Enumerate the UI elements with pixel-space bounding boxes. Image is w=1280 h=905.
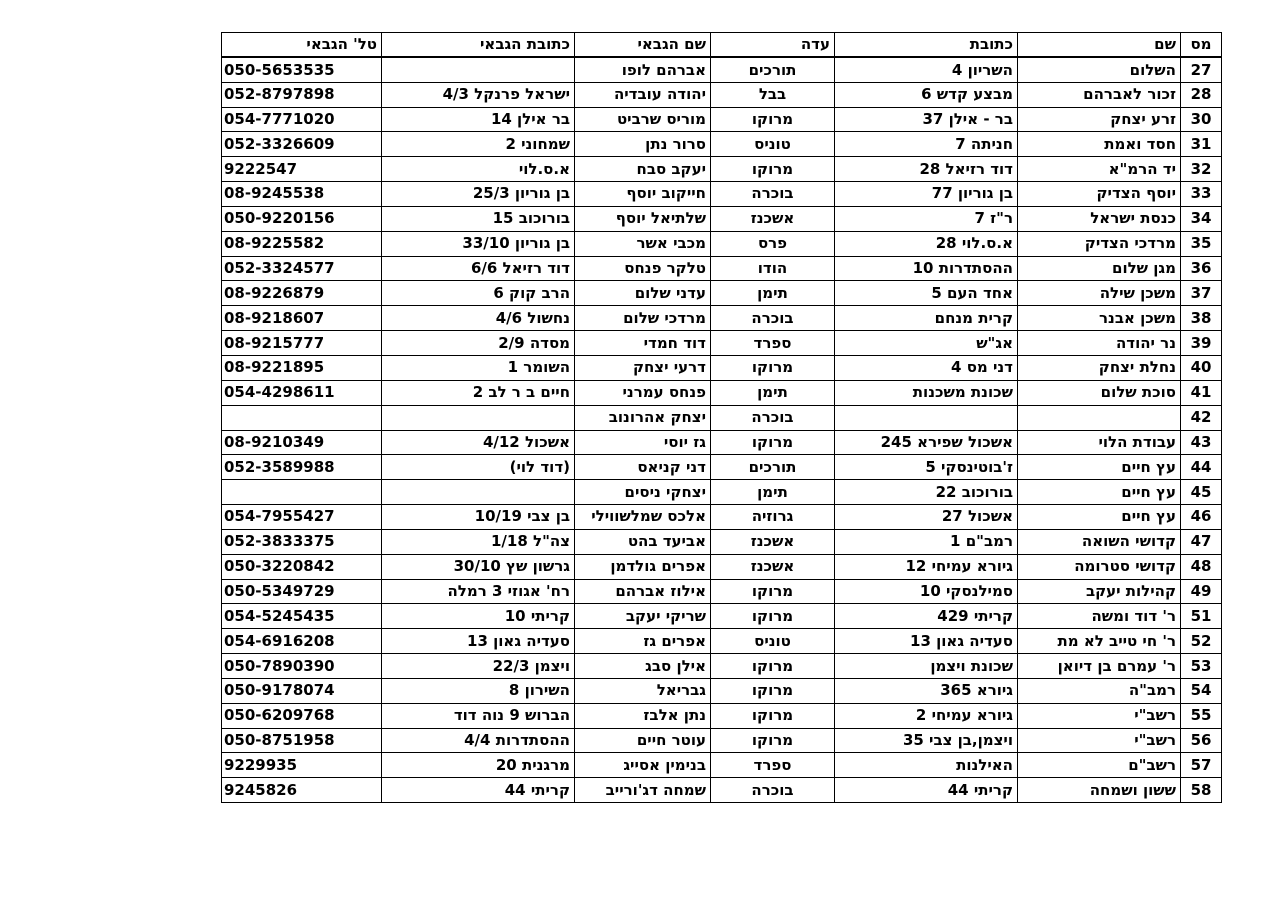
synagogue-address: בן גוריון 77: [835, 182, 1018, 207]
synagogue-address: דוד רזיאל 28: [835, 157, 1018, 182]
gabbai-address: שמחוני 2: [382, 132, 575, 157]
community: אשכנז: [711, 206, 835, 231]
gabbai-name: טלקר פנחס: [575, 256, 711, 281]
synagogue-name: רשב"ם: [1018, 753, 1181, 778]
gabbai-phone: 054-4298611: [222, 380, 382, 405]
synagogue-name: [1018, 405, 1181, 430]
synagogue-address: קריתי 429: [835, 604, 1018, 629]
synagogue-address: סעדיה גאון 13: [835, 629, 1018, 654]
table-row: [222, 703, 1222, 728]
synagogue-name: עבודת הלוי: [1018, 430, 1181, 455]
synagogue-name: משכן שילה: [1018, 281, 1181, 306]
header-community: עדה: [711, 33, 835, 58]
gabbai-address: קריתי 10: [382, 604, 575, 629]
community: מרוקו: [711, 654, 835, 679]
row-number: 42: [1181, 405, 1222, 430]
gabbai-name: יעקב סבח: [575, 157, 711, 182]
synagogue-name: ר' עמרם בן דיואן: [1018, 654, 1181, 679]
row-number: 56: [1181, 728, 1222, 753]
community: טוניס: [711, 132, 835, 157]
gabbai-name: דוד חמדי: [575, 331, 711, 356]
gabbai-address: [382, 57, 575, 82]
gabbai-address: גרשון שץ 30/10: [382, 554, 575, 579]
synagogue-address: אחד העם 5: [835, 281, 1018, 306]
synagogue-name: ששון ושמחה: [1018, 778, 1181, 803]
community: מרוקו: [711, 107, 835, 132]
table-row: [222, 505, 1222, 530]
community: בוכרה: [711, 306, 835, 331]
gabbai-address: (דוד לוי): [382, 455, 575, 480]
synagogue-name: קהילות יעקב: [1018, 579, 1181, 604]
community: מרוקו: [711, 604, 835, 629]
table-row: [222, 206, 1222, 231]
row-number: 43: [1181, 430, 1222, 455]
row-number: 31: [1181, 132, 1222, 157]
table-row: [222, 182, 1222, 207]
row-number: 35: [1181, 231, 1222, 256]
gabbai-address: [382, 480, 575, 505]
table-body: [222, 57, 1222, 802]
community: גרוזיה: [711, 505, 835, 530]
gabbai-address: קריתי 44: [382, 778, 575, 803]
gabbai-address: א.ס.לוי: [382, 157, 575, 182]
table-row: [222, 157, 1222, 182]
gabbai-phone: 08-9221895: [222, 355, 382, 380]
gabbai-address: דוד רזיאל 6/6: [382, 256, 575, 281]
synagogue-name: יוסף הצדיק: [1018, 182, 1181, 207]
synagogue-address: קריתי 44: [835, 778, 1018, 803]
table-row: [222, 82, 1222, 107]
gabbai-address: בר אילן 14: [382, 107, 575, 132]
gabbai-name: מרדכי שלום: [575, 306, 711, 331]
synagogue-address: שכונת משכנות: [835, 380, 1018, 405]
table-row: [222, 529, 1222, 554]
gabbai-address: ההסתדרות 4/4: [382, 728, 575, 753]
synagogue-address: ז'בוטינסקי 5: [835, 455, 1018, 480]
community: ספרד: [711, 331, 835, 356]
row-number: 55: [1181, 703, 1222, 728]
table-row: [222, 554, 1222, 579]
gabbai-phone: 050-6209768: [222, 703, 382, 728]
gabbai-address: ויצמן 22/3: [382, 654, 575, 679]
synagogue-address: סמילנסקי 10: [835, 579, 1018, 604]
gabbai-phone: 050-5349729: [222, 579, 382, 604]
gabbai-name: בנימין אסייג: [575, 753, 711, 778]
synagogue-name: זכור לאברהם: [1018, 82, 1181, 107]
gabbai-name: אברהם לופו: [575, 57, 711, 82]
row-number: 34: [1181, 206, 1222, 231]
row-number: 41: [1181, 380, 1222, 405]
community: מרוקו: [711, 728, 835, 753]
gabbai-phone: 054-6916208: [222, 629, 382, 654]
row-number: 57: [1181, 753, 1222, 778]
synagogue-address: גיורא עמיחי 2: [835, 703, 1018, 728]
gabbai-phone: 050-8751958: [222, 728, 382, 753]
gabbai-phone: 054-5245435: [222, 604, 382, 629]
community: בוכרה: [711, 405, 835, 430]
gabbai-address: מרגנית 20: [382, 753, 575, 778]
table-row: [222, 132, 1222, 157]
gabbai-name: אביעד בהט: [575, 529, 711, 554]
header-row: [222, 33, 1222, 58]
synagogue-address: השריון 4: [835, 57, 1018, 82]
table-row: [222, 306, 1222, 331]
gabbai-phone: 9222547: [222, 157, 382, 182]
row-number: 48: [1181, 554, 1222, 579]
gabbai-address: אשכול 4/12: [382, 430, 575, 455]
synagogue-address: דני מס 4: [835, 355, 1018, 380]
synagogue-address: ר"ז 7: [835, 206, 1018, 231]
synagogue-address: אג"ש: [835, 331, 1018, 356]
synagogue-name: ר' חי טייב לא מת: [1018, 629, 1181, 654]
row-number: 36: [1181, 256, 1222, 281]
gabbai-name: אילן סבג: [575, 654, 711, 679]
synagogue-address: ויצמן,בן צבי 35: [835, 728, 1018, 753]
synagogue-name: רשב"י: [1018, 728, 1181, 753]
gabbai-address: בן גוריון 33/10: [382, 231, 575, 256]
gabbai-name: דרעי יצחק: [575, 355, 711, 380]
gabbai-name: מוריס שרביט: [575, 107, 711, 132]
gabbai-name: אלכס שמלשווילי: [575, 505, 711, 530]
gabbai-phone: 050-9220156: [222, 206, 382, 231]
gabbai-address: צה"ל 1/18: [382, 529, 575, 554]
table-row: [222, 629, 1222, 654]
row-number: 54: [1181, 678, 1222, 703]
gabbai-address: [382, 405, 575, 430]
community: מרוקו: [711, 579, 835, 604]
synagogue-address: קרית מנחם: [835, 306, 1018, 331]
gabbai-address: מסדה 2/9: [382, 331, 575, 356]
table-row: [222, 579, 1222, 604]
row-number: 44: [1181, 455, 1222, 480]
community: תורכים: [711, 57, 835, 82]
synagogue-name: עץ חיים: [1018, 455, 1181, 480]
gabbai-name: עדני שלום: [575, 281, 711, 306]
header-number: מס: [1181, 33, 1222, 58]
gabbai-phone: 052-3326609: [222, 132, 382, 157]
row-number: 39: [1181, 331, 1222, 356]
gabbai-name: גז יוסי: [575, 430, 711, 455]
row-number: 49: [1181, 579, 1222, 604]
table-row: [222, 455, 1222, 480]
row-number: 52: [1181, 629, 1222, 654]
table-row: [222, 678, 1222, 703]
row-number: 47: [1181, 529, 1222, 554]
row-number: 51: [1181, 604, 1222, 629]
table-row: [222, 753, 1222, 778]
gabbai-address: רח' אגוזי 3 רמלה: [382, 579, 575, 604]
gabbai-phone: 08-9218607: [222, 306, 382, 331]
gabbai-phone: 9229935: [222, 753, 382, 778]
synagogue-address: מבצע קדש 6: [835, 82, 1018, 107]
row-number: 40: [1181, 355, 1222, 380]
synagogue-name: קדושי השואה: [1018, 529, 1181, 554]
gabbai-phone: 054-7955427: [222, 505, 382, 530]
community: הודו: [711, 256, 835, 281]
synagogue-address: ההסתדרות 10: [835, 256, 1018, 281]
gabbai-name: שריקי יעקב: [575, 604, 711, 629]
table-row: [222, 728, 1222, 753]
gabbai-phone: 050-9178074: [222, 678, 382, 703]
gabbai-phone: 052-3324577: [222, 256, 382, 281]
gabbai-address: הרב קוק 6: [382, 281, 575, 306]
synagogue-address: א.ס.לוי 28: [835, 231, 1018, 256]
synagogue-name: רמב"ה: [1018, 678, 1181, 703]
gabbai-phone: 08-9225582: [222, 231, 382, 256]
gabbai-phone: [222, 480, 382, 505]
synagogue-table: [221, 32, 1222, 803]
gabbai-name: שלתיאל יוסף: [575, 206, 711, 231]
table-row: [222, 778, 1222, 803]
gabbai-phone: 08-9210349: [222, 430, 382, 455]
row-number: 38: [1181, 306, 1222, 331]
gabbai-name: שמחה דג'ורייב: [575, 778, 711, 803]
gabbai-address: הברוש 9 נוה דוד: [382, 703, 575, 728]
community: אשכנז: [711, 554, 835, 579]
header-gabbai-address: כתובת הגבאי: [382, 33, 575, 58]
synagogue-address: [835, 405, 1018, 430]
synagogue-name: השלום: [1018, 57, 1181, 82]
row-number: 28: [1181, 82, 1222, 107]
gabbai-name: חייקוב יוסף: [575, 182, 711, 207]
gabbai-phone: 08-9215777: [222, 331, 382, 356]
synagogue-name: עץ חיים: [1018, 480, 1181, 505]
gabbai-name: מכבי אשר: [575, 231, 711, 256]
row-number: 46: [1181, 505, 1222, 530]
synagogue-address: בורוכוב 22: [835, 480, 1018, 505]
synagogue-address: רמב"ם 1: [835, 529, 1018, 554]
synagogue-name: משכן אבנר: [1018, 306, 1181, 331]
synagogue-name: חסד ואמת: [1018, 132, 1181, 157]
table-row: [222, 405, 1222, 430]
synagogue-name: נר יהודה: [1018, 331, 1181, 356]
gabbai-phone: 052-8797898: [222, 82, 382, 107]
gabbai-address: נחשול 4/6: [382, 306, 575, 331]
gabbai-name: נתן אלבז: [575, 703, 711, 728]
synagogue-name: קדושי סטרומה: [1018, 554, 1181, 579]
table-row: [222, 380, 1222, 405]
gabbai-address: בן צבי 10/19: [382, 505, 575, 530]
row-number: 32: [1181, 157, 1222, 182]
community: מרוקו: [711, 430, 835, 455]
gabbai-phone: 050-3220842: [222, 554, 382, 579]
header-gabbai-phone: טל' הגבאי: [222, 33, 382, 58]
community: מרוקו: [711, 355, 835, 380]
table-row: [222, 57, 1222, 82]
gabbai-phone: 9245826: [222, 778, 382, 803]
gabbai-address: בן גוריון 25/3: [382, 182, 575, 207]
table-row: [222, 256, 1222, 281]
community: ספרד: [711, 753, 835, 778]
row-number: 27: [1181, 57, 1222, 82]
header-address: כתובת: [835, 33, 1018, 58]
gabbai-address: השירון 8: [382, 678, 575, 703]
community: מרוקו: [711, 157, 835, 182]
gabbai-name: אפרים גז: [575, 629, 711, 654]
synagogue-address: גיורא 365: [835, 678, 1018, 703]
gabbai-phone: 052-3589988: [222, 455, 382, 480]
gabbai-phone: 08-9226879: [222, 281, 382, 306]
community: מרוקו: [711, 703, 835, 728]
gabbai-name: אפרים גולדמן: [575, 554, 711, 579]
gabbai-name: יצחקי ניסים: [575, 480, 711, 505]
synagogue-address: אשכול 27: [835, 505, 1018, 530]
synagogue-address: שכונת ויצמן: [835, 654, 1018, 679]
row-number: 45: [1181, 480, 1222, 505]
row-number: 33: [1181, 182, 1222, 207]
gabbai-phone: 050-7890390: [222, 654, 382, 679]
gabbai-name: פנחס עמרני: [575, 380, 711, 405]
community: מרוקו: [711, 678, 835, 703]
gabbai-address: סעדיה גאון 13: [382, 629, 575, 654]
gabbai-phone: 08-9245538: [222, 182, 382, 207]
gabbai-name: עוטר חיים: [575, 728, 711, 753]
synagogue-address: גיורא עמיחי 12: [835, 554, 1018, 579]
gabbai-name: גבריאל: [575, 678, 711, 703]
synagogue-address: האילנות: [835, 753, 1018, 778]
community: תימן: [711, 281, 835, 306]
header-gabbai-name: שם הגבאי: [575, 33, 711, 58]
table-row: [222, 604, 1222, 629]
table-row: [222, 231, 1222, 256]
table-row: [222, 331, 1222, 356]
table-row: [222, 480, 1222, 505]
gabbai-phone: 054-7771020: [222, 107, 382, 132]
table-row: [222, 107, 1222, 132]
community: בוכרה: [711, 182, 835, 207]
synagogue-name: רשב"י: [1018, 703, 1181, 728]
synagogue-name: נחלת יצחק: [1018, 355, 1181, 380]
gabbai-phone: 052-3833375: [222, 529, 382, 554]
row-number: 58: [1181, 778, 1222, 803]
synagogue-name: כנסת ישראל: [1018, 206, 1181, 231]
gabbai-name: דני קניאס: [575, 455, 711, 480]
community: טוניס: [711, 629, 835, 654]
synagogue-name: עץ חיים: [1018, 505, 1181, 530]
row-number: 30: [1181, 107, 1222, 132]
gabbai-address: השומר 1: [382, 355, 575, 380]
row-number: 37: [1181, 281, 1222, 306]
synagogue-name: ר' דוד ומשה: [1018, 604, 1181, 629]
gabbai-name: אילוז אברהם: [575, 579, 711, 604]
synagogue-name: מגן שלום: [1018, 256, 1181, 281]
gabbai-address: חיים ב ר לב 2: [382, 380, 575, 405]
header-name: שם: [1018, 33, 1181, 58]
gabbai-name: סרור נתן: [575, 132, 711, 157]
table-row: [222, 355, 1222, 380]
synagogue-address: בר - אילן 37: [835, 107, 1018, 132]
gabbai-name: יצחק אהרונוב: [575, 405, 711, 430]
community: פרס: [711, 231, 835, 256]
table-row: [222, 654, 1222, 679]
table-row: [222, 430, 1222, 455]
community: תימן: [711, 480, 835, 505]
gabbai-address: בורוכוב 15: [382, 206, 575, 231]
synagogue-name: סוכת שלום: [1018, 380, 1181, 405]
community: תימן: [711, 380, 835, 405]
synagogue-name: מרדכי הצדיק: [1018, 231, 1181, 256]
community: תורכים: [711, 455, 835, 480]
synagogue-address: אשכול שפירא 245: [835, 430, 1018, 455]
table-row: [222, 281, 1222, 306]
synagogue-name: יד הרמ"א: [1018, 157, 1181, 182]
community: אשכנז: [711, 529, 835, 554]
gabbai-phone: 050-5653535: [222, 57, 382, 82]
gabbai-name: יהודה עובדיה: [575, 82, 711, 107]
community: בבל: [711, 82, 835, 107]
gabbai-phone: [222, 405, 382, 430]
synagogue-address: חניתה 7: [835, 132, 1018, 157]
synagogue-name: זרע יצחק: [1018, 107, 1181, 132]
gabbai-address: ישראל פרנקל 4/3: [382, 82, 575, 107]
community: בוכרה: [711, 778, 835, 803]
row-number: 53: [1181, 654, 1222, 679]
